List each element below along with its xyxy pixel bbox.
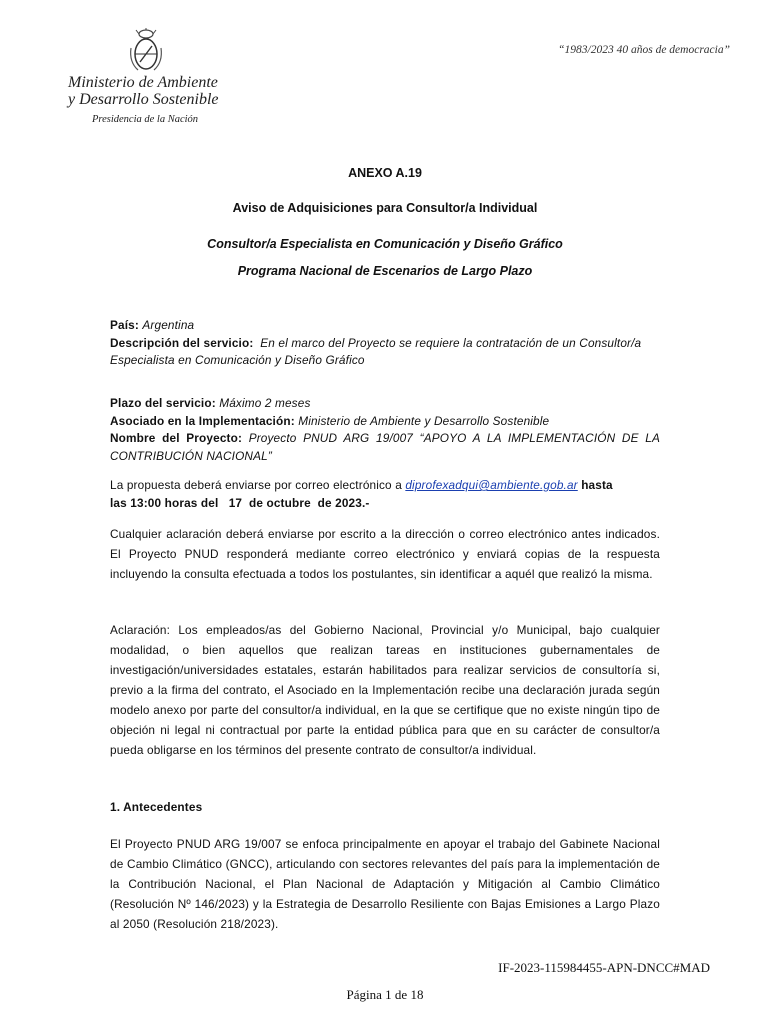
partner-value: Ministerio de Ambiente y Desarrollo Sostenible — [298, 413, 550, 428]
project-info — [110, 395, 660, 465]
description-value: En el marco del Proyecto se requiere la contratación de un Consultor/a — [260, 335, 642, 350]
note-paragraph: Aclaración: Los empleados/as del Gobierno Nacional, Provincial y/o Municipal, bajo cualquier modalidad, o bien aquellos que realizan tareas en instituciones gubernamentales de investigación/universidades estatales, estarán habilitados para realizar servicios de consultoría si, previo a la firma del contrato, el Asociado en la Implementación recibe una declaración jurada según modelo anexo por parte del consultor/a individual, en la que se certifique que no existe ningún tipo de objeción ni legal ni contractual por parte la entidad pública para que en su carácter de consultor/a pueda obligarse en los términos del presente contrato de consultor/a individual. — [110, 623, 660, 757]
project-value: Proyecto PNUD ARG 19/007 “APOYO A LA IMPLEMENTACIÓN DE LA — [248, 431, 660, 445]
submission-info — [110, 477, 660, 512]
submission-email-link[interactable]: diprofexadqui@ambiente.gob.ar — [405, 478, 578, 492]
section-heading: 1. Antecedentes — [110, 800, 203, 814]
deadline-part-2: las 13:00 horas del 17 de octubre de 2023.- — [110, 495, 370, 510]
service-info — [110, 317, 660, 370]
role-title: Consultor/a Especialista en Comunicación y Diseño Gráfico — [207, 237, 563, 251]
description-label: Descripción del servicio: — [110, 335, 254, 350]
project-label: Nombre del Proyecto: — [110, 431, 243, 445]
motto: “1983/2023 40 años de democracia” — [558, 44, 730, 56]
clarification-paragraph: Cualquier aclaración deberá enviarse por escrito a la dirección o correo electrónico antes indicados. El Proyecto PNUD responderá mediante correo electrónico y enviará copias de la respuesta incluyendo la consulta efectuada a todos los postulantes, sin identificar a aquél que realizó la misma. — [110, 527, 660, 581]
deadline-part-1: hasta — [581, 478, 613, 492]
country-label: País: — [110, 318, 139, 332]
country-value: Argentina — [142, 318, 195, 332]
term-label: Plazo del servicio: — [110, 396, 216, 410]
document-id: IF-2023-115984455-APN-DNCC#MAD — [498, 960, 710, 975]
ministry-line-1: Ministerio de Ambiente — [68, 74, 218, 91]
partner-label: Asociado en la Implementación: — [110, 413, 295, 428]
section-body: El Proyecto PNUD ARG 19/007 se enfoca principalmente en apoyar el trabajo del Gabinete Nacional de Cambio Climático (GNCC), articulando con sectores relevantes del país para la implementación de la Contribución Nacional, el Plan Nacional de Adaptación y Mitigación al Cambio Climático (Resolución Nº 146/2023) y la Estrategia de Desarrollo Resiliente con Bajas Emisiones a Largo Plazo al 2050 (Resolución 218/2023). — [110, 837, 660, 931]
page-number: Página 1 de 18 — [346, 987, 424, 1002]
submission-text: La propuesta deberá enviarse por correo electrónico a — [110, 478, 402, 492]
annex-title: ANEXO A.19 — [348, 166, 422, 180]
ministry-line-3: Presidencia de la Nación — [92, 114, 199, 125]
ministry-name — [68, 74, 248, 128]
term-value: Máximo 2 meses — [219, 396, 311, 410]
ministry-line-2: y Desarrollo Sostenible — [68, 91, 219, 108]
notice-title: Aviso de Adquisiciones para Consultor/a Individual — [232, 201, 538, 215]
coat-of-arms-icon — [128, 28, 164, 74]
program-title: Programa Nacional de Escenarios de Largo Plazo — [237, 264, 533, 278]
project-value-cont: CONTRIBUCIÓN NACIONAL” — [110, 448, 272, 463]
description-value-cont: Especialista en Comunicación y Diseño Gráfico — [110, 353, 365, 367]
